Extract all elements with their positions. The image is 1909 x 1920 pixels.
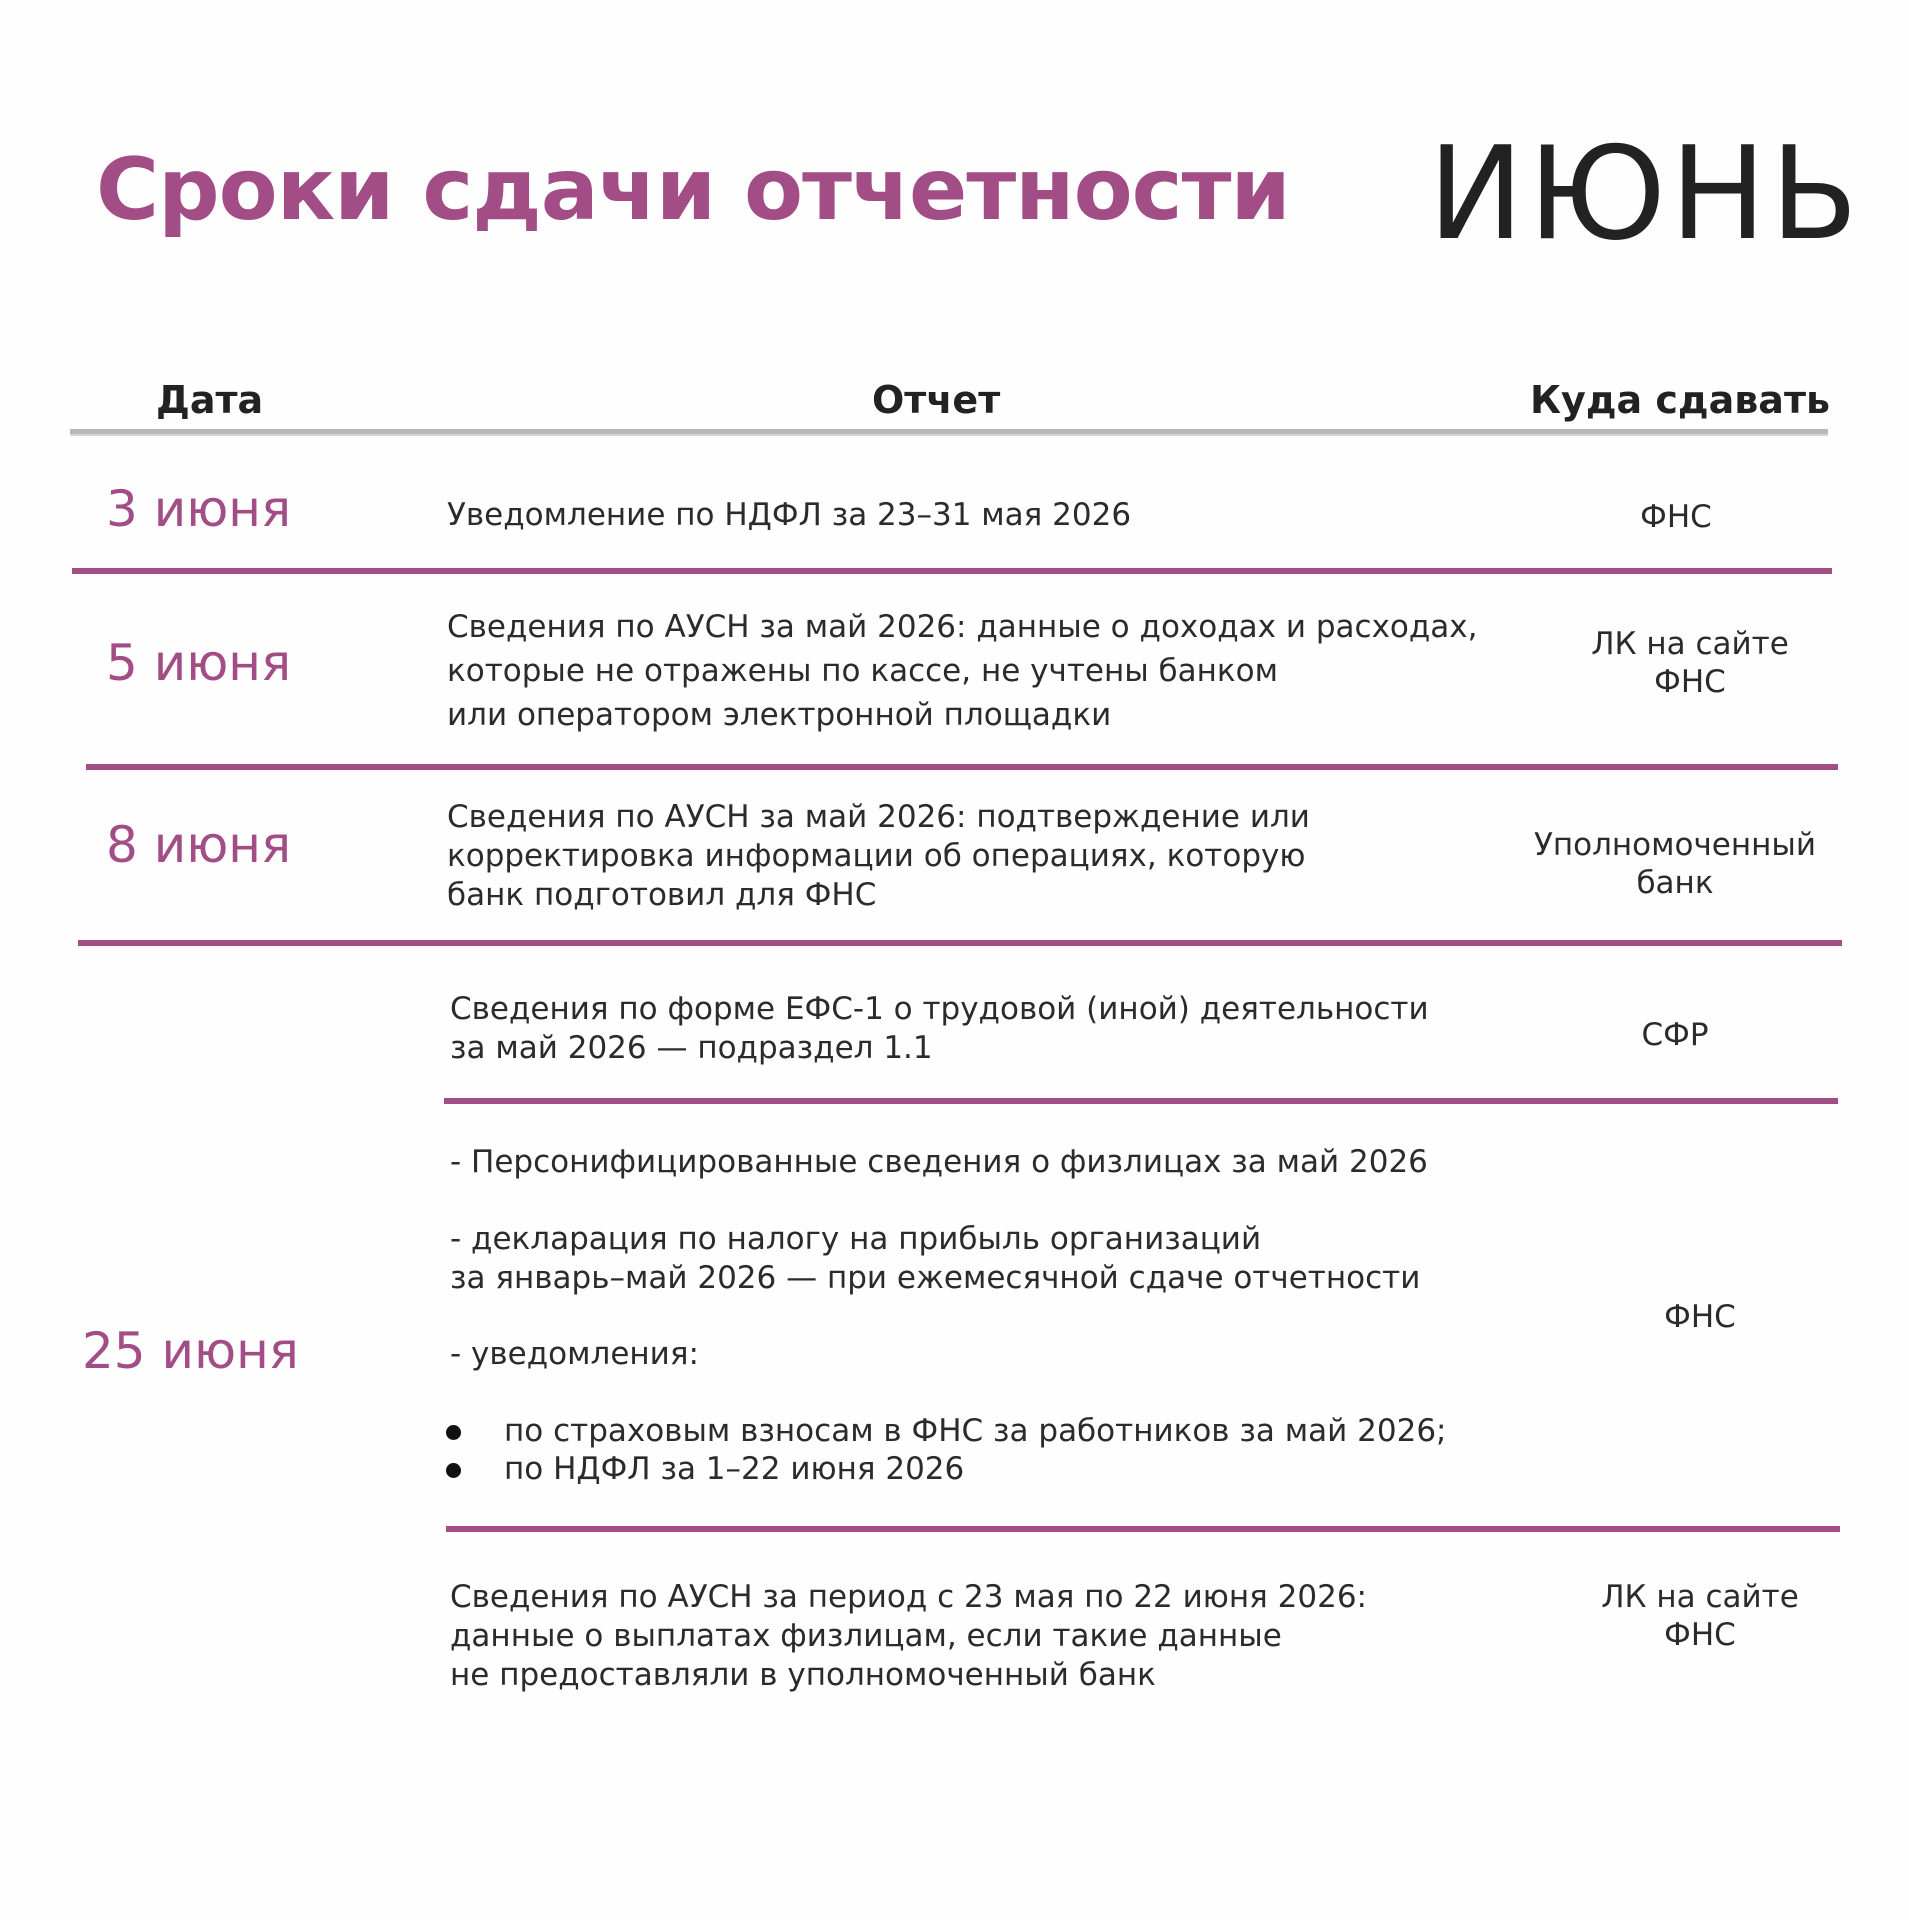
destination-line: ЛК на сайте (1601, 1579, 1799, 1615)
bullet-icon (446, 1425, 461, 1440)
column-header-date: Дата (156, 378, 264, 422)
report-line: за январь–май 2026 — при ежемесячной сдаче отчетности (450, 1260, 1421, 1296)
sub-row-divider (444, 1098, 1838, 1104)
report-line: корректировка информации об операциях, которую (447, 838, 1306, 874)
report-line: Сведения по форме ЕФС-1 о трудовой (иной) деятельности (450, 991, 1429, 1027)
header-divider (70, 429, 1828, 436)
bullet-item: по НДФЛ за 1–22 июня 2026 (504, 1451, 965, 1487)
destination-line: ЛК на сайте (1591, 626, 1789, 662)
report-line: или оператором электронной площадки (447, 697, 1112, 733)
destination-line: Уполномоченный (1533, 827, 1817, 863)
report-line: - уведомления: (450, 1336, 699, 1372)
report-line: - Персонифицированные сведения о физлицах за май 2026 (450, 1144, 1428, 1180)
row-divider (72, 568, 1832, 574)
report-line: не предоставляли в уполномоченный банк (450, 1657, 1156, 1693)
bullet-item: по страховым взносам в ФНС за работников за май 2026; (504, 1413, 1447, 1449)
bullet-icon (446, 1463, 461, 1478)
report-line: - декларация по налогу на прибыль организаций (450, 1221, 1262, 1257)
page-title: Сроки сдачи отчетности (96, 140, 1290, 240)
destination-line: банк (1636, 865, 1714, 901)
row-divider (78, 940, 1842, 946)
destination-line: ФНС (1664, 1617, 1736, 1653)
row-date: 5 июня (106, 634, 292, 692)
sub-row-divider (446, 1526, 1840, 1532)
row-divider (86, 764, 1838, 770)
destination-line: ФНС (1654, 664, 1726, 700)
report-line: Сведения по АУСН за май 2026: данные о доходах и расходах, (447, 609, 1478, 645)
report-line: данные о выплатах физлицам, если такие данные (450, 1618, 1282, 1654)
destination-line: ФНС (1664, 1299, 1736, 1335)
row-date: 8 июня (106, 816, 292, 874)
destination-line: ФНС (1640, 499, 1712, 535)
column-header-report: Отчет (872, 378, 1001, 422)
report-line: Уведомление по НДФЛ за 23–31 мая 2026 (447, 497, 1132, 533)
row-date: 25 июня (82, 1322, 299, 1380)
destination-line: СФР (1641, 1017, 1709, 1053)
report-line: которые не отражены по кассе, не учтены банком (447, 653, 1279, 689)
month-label: ИЮНЬ (1428, 120, 1862, 269)
row-date: 3 июня (106, 480, 292, 538)
report-line: банк подготовил для ФНС (447, 877, 877, 913)
report-line: за май 2026 — подраздел 1.1 (450, 1030, 933, 1066)
column-header-where: Куда сдавать (1530, 378, 1830, 422)
report-line: Сведения по АУСН за май 2026: подтверждение или (447, 799, 1310, 835)
report-line: Сведения по АУСН за период с 23 мая по 22 июня 2026: (450, 1579, 1367, 1615)
